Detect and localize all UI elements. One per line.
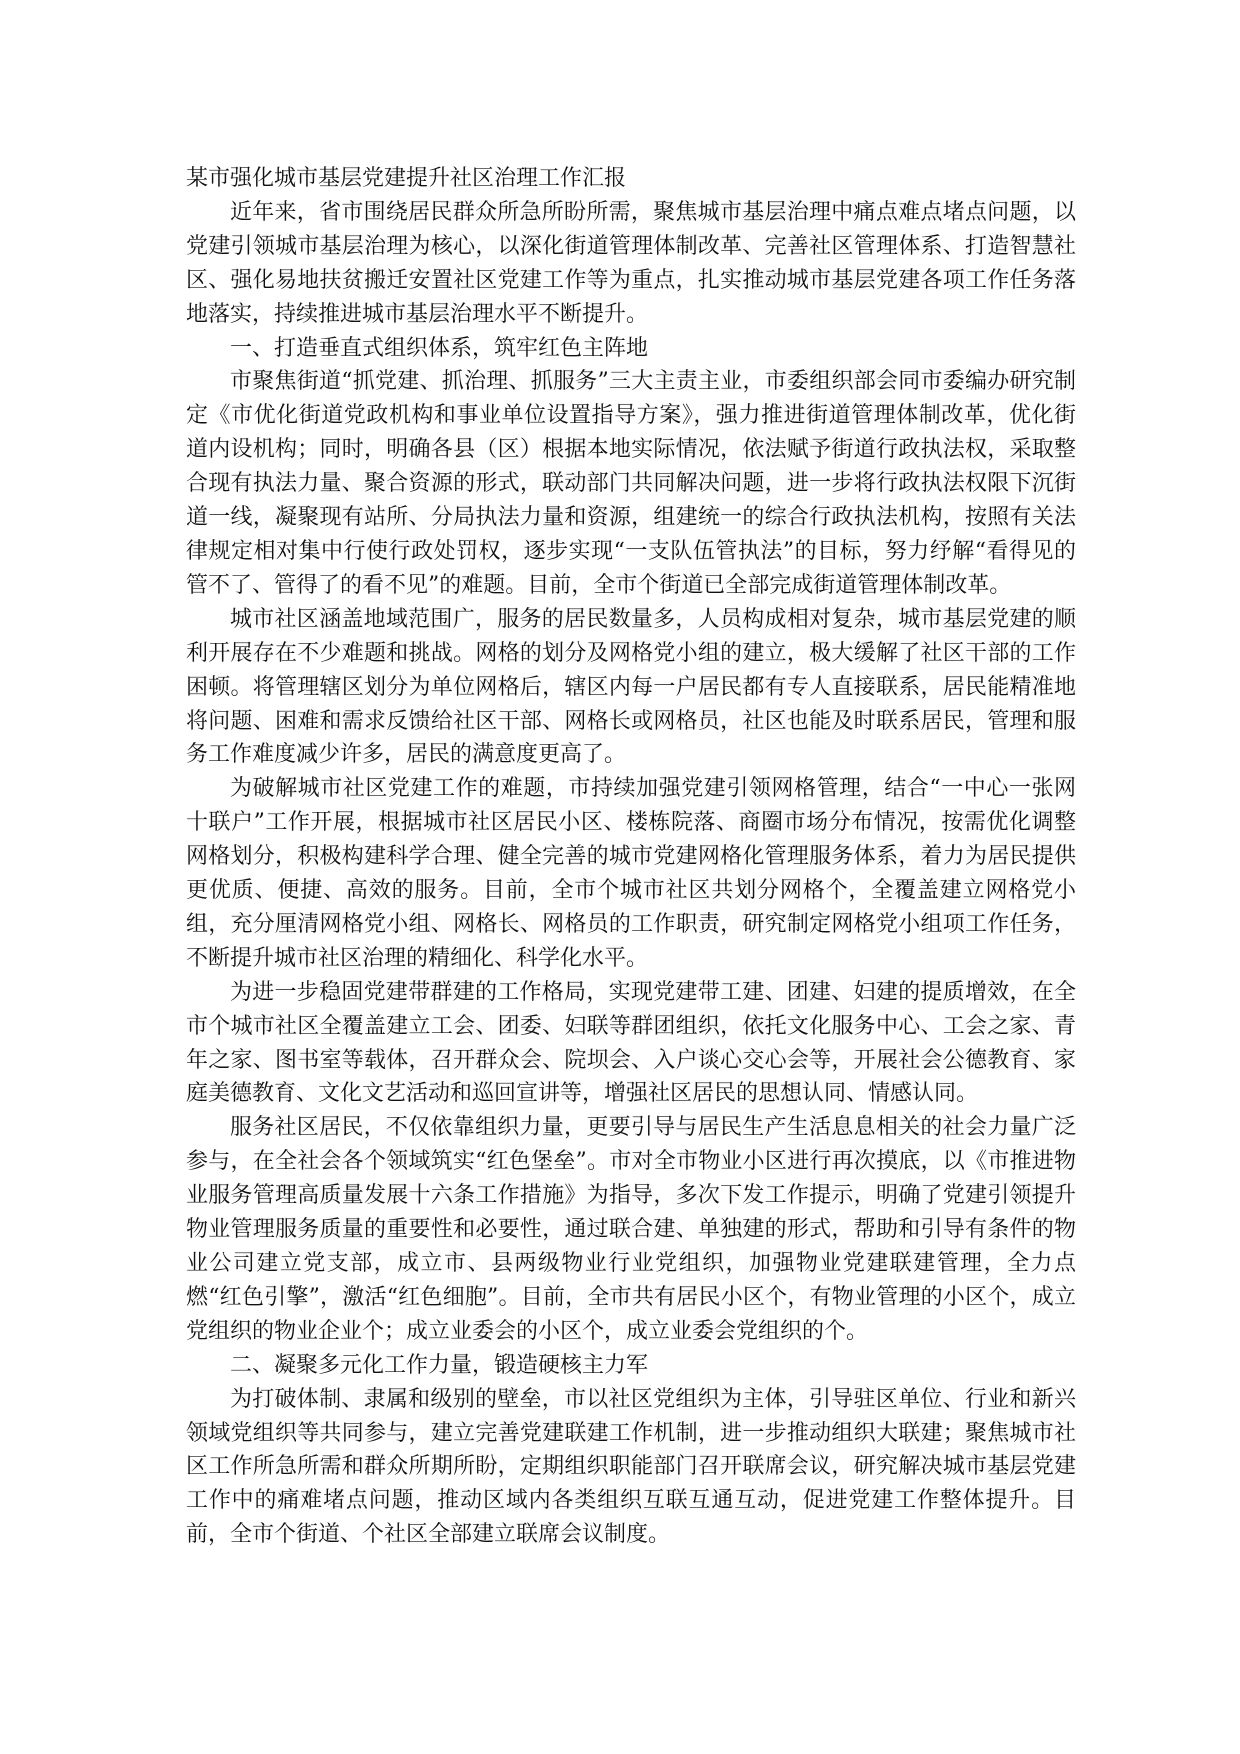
section-heading: 二、凝聚多元化工作力量，锻造硬核主力军: [230, 1352, 649, 1378]
paragraph: 为打破体制、隶属和级别的壁垒，市以社区党组织为主体，引导驻区单位、行业和新兴领域党组织等共同参与，建立完善党建联建工作机制，进一步推动组织大联建；聚焦城市社区工作所急所需和群众所期所盼，定期组织职能部门召开联席会议，研究解决城市基层党建工作中的痛难堵点问题，推动区域内各类组织互联互通互动，促进党建工作整体提升。目前，全市个街道、个社区全部建立联席会议制度。: [186, 1386, 1076, 1548]
document-body: [186, 162, 1076, 1552]
paragraph: 近年来，省市围绕居民群众所急所盼所需，聚焦城市基层治理中痛点难点堵点问题，以党建引领城市基层治理为核心，以深化街道管理体制改革、完善社区管理体系、打造智慧社区、强化易地扶贫搬迁安置社区党建工作等为重点，扎实推动城市基层党建各项工作任务落地落实，持续推进城市基层治理水平不断提升。: [186, 199, 1076, 327]
document-title: 某市强化城市基层党建提升社区治理工作汇报: [186, 166, 627, 191]
paragraph: 城市社区涵盖地域范围广，服务的居民数量多，人员构成相对复杂，城市基层党建的顺利开展存在不少难题和挑战。网格的划分及网格党小组的建立，极大缓解了社区干部的工作困顿。将管理辖区划分为单位网格后，辖区内每一户居民都有专人直接联系，居民能精准地将问题、困难和需求反馈给社区干部、网格长或网格员，社区也能及时联系居民，管理和服务工作难度减少许多，居民的满意度更高了。: [186, 606, 1076, 768]
section-heading: 一、打造垂直式组织体系，筑牢红色主阵地: [230, 335, 649, 361]
paragraph: 为破解城市社区党建工作的难题，市持续加强党建引领网格管理，结合“一中心一张网十联户”工作开展，根据城市社区居民小区、楼栋院落、商圈市场分布情况，按需优化调整网格划分，积极构建科学合理、健全完善的城市党建网格化管理服务体系，着力为居民提供更优质、便捷、高效的服务。目前，全市个城市社区共划分网格个，全覆盖建立网格党小组，充分厘清网格党小组、网格长、网格员的工作职责，研究制定网格党小组项工作任务，不断提升城市社区治理的精细化、科学化水平。: [186, 776, 1076, 971]
paragraph: 服务社区居民，不仅依靠组织力量，更要引导与居民生产生活息息相关的社会力量广泛参与，在全社会各个领域筑实“红色堡垒”。市对全市物业小区进行再次摸底，以《市推进物业服务管理高质量发展十六条工作措施》为指导，多次下发工作提示，明确了党建引领提升物业管理服务质量的重要性和必要性，通过联合建、单独建的形式，帮助和引导有条件的物业公司建立党支部，成立市、县两级物业行业党组织，加强物业党建联建管理，全力点燃“红色引擎”，激活“红色细胞”。目前，全市共有居民小区个，有物业管理的小区个，成立党组织的物业企业个；成立业委会的小区个，成立业委会党组织的个。: [186, 1115, 1076, 1344]
paragraph: 市聚焦街道“抓党建、抓治理、抓服务”三大主责主业，市委组织部会同市委编办研究制定《市优化街道党政机构和事业单位设置指导方案》，强力推进街道管理体制改革，优化街道内设机构；同时，明确各县（区）根据本地实际情况，依法赋予街道行政执法权，采取整合现有执法力量、聚合资源的形式，联动部门共同解决问题，进一步将行政执法权限下沉街道一线，凝聚现有站所、分局执法力量和资源，组建统一的综合行政执法机构，按照有关法律规定相对集中行使行政处罚权，逐步实现“一支队伍管执法”的目标，努力纾解“看得见的管不了、管得了的看不见”的难题。目前，全市个街道已全部完成街道管理体制改革。: [186, 369, 1076, 598]
paragraph: 为进一步稳固党建带群建的工作格局，实现党建带工建、团建、妇建的提质增效，在全市个城市社区全覆盖建立工会、团委、妇联等群团组织，依托文化服务中心、工会之家、青年之家、图书室等载体，召开群众会、院坝会、入户谈心交心会等，开展社会公德教育、家庭美德教育、文化文艺活动和巡回宣讲等，增强社区居民的思想认同、情感认同。: [186, 979, 1076, 1107]
